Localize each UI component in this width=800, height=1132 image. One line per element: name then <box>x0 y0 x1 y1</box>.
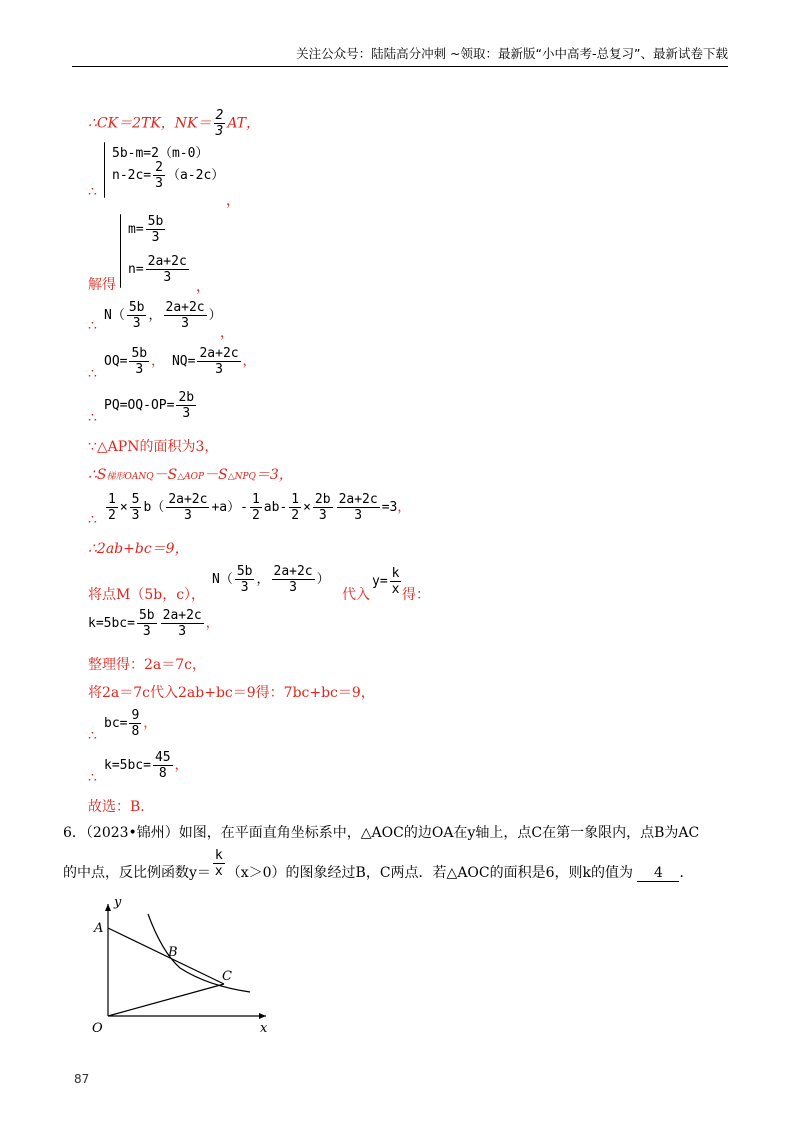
therefore-symbol: ∴ <box>88 728 97 744</box>
fraction: $\frac{2}{3}$ <box>215 108 224 139</box>
therefore-symbol: ∴ <box>88 184 97 200</box>
label-b: B <box>168 945 178 960</box>
k-expression: k=5bc= $\frac{5b}{3}$ $\frac{2a+2c}{3}$ ， <box>88 608 219 639</box>
solution-line-ck: ∴CK＝2TK，NK＝ $\frac{2}{3}$ AT， <box>88 108 261 139</box>
answer-blank: 4 <box>637 865 679 882</box>
equation-2: n-2c= $\frac{2}{3}$ （a-2c） <box>112 160 225 191</box>
question-6-line-1: 6．（2023•锦州）如图，在平面直角坐标系中，△AOC的边OA在y轴上，点C在第一象限内，点B为AC <box>63 825 700 841</box>
label-y: y <box>114 895 122 910</box>
solution-m: m= $\frac{5b}{3}$ <box>128 214 164 245</box>
result-2ab-bc: ∴2ab+bc＝9， <box>88 541 189 557</box>
fraction: $\frac{5b}{3}$ <box>131 346 148 377</box>
label-x: x <box>260 1021 268 1036</box>
solution-n: n= $\frac{2a+2c}{3}$ <box>128 254 187 285</box>
comma: ， <box>196 279 210 295</box>
substitute-line: 将2a＝7c代入2ab+bc＝9得：7bc+bc＝9， <box>88 685 375 701</box>
comma: ， <box>226 193 240 209</box>
expanded-equation: $\frac{1}{2}$ × $\frac{5}{3}$ b（ $\frac{2a+2c}{3}$ +a）- $\frac{1}{2}$ ab- $\frac{1}{2}$ × $\frac{2b}{3}$ $\frac{2a+2c}{3}$ =3， <box>108 492 411 523</box>
label-c: C <box>222 969 232 984</box>
hyperbola-curve <box>148 914 250 992</box>
fraction: $\frac{2a+2c}{3}$ <box>199 346 239 377</box>
page-header: 关注公众号：陆陆高分冲刺 ~领取：最新版“小中高考-总复习”、最新试卷下载 <box>72 44 728 67</box>
therefore-symbol: ∴ <box>88 512 97 528</box>
fraction: $\frac{2}{3}$ <box>155 160 163 191</box>
fraction: $\frac{5b}{3}$ <box>147 214 164 245</box>
therefore-symbol: ∴ <box>88 770 97 786</box>
segment-oc <box>108 984 224 1016</box>
pq-line: PQ=OQ-OP= $\frac{2b}{3}$ <box>104 390 195 421</box>
therefore-symbol: ∴ <box>88 366 97 382</box>
x-axis-arrow <box>259 1013 266 1019</box>
simplify-line: 整理得：2a＝7c， <box>88 657 207 673</box>
area-equation: ∴S梯形OANQ－S△AOP－S△NPQ＝3， <box>88 467 293 483</box>
therefore-symbol: ∴ <box>88 410 97 426</box>
label-o: O <box>92 1021 103 1036</box>
condition-line: ∵△APN的面积为3， <box>88 439 219 455</box>
daiyi-label: 代入 <box>342 587 370 603</box>
comma: ， <box>220 325 234 341</box>
equation-1: 5b-m=2（m-0） <box>112 146 209 161</box>
fraction: $\frac{2b}{3}$ <box>178 390 195 421</box>
oq-nq-line: OQ= $\frac{5b}{3}$ ， NQ= $\frac{2a+2c}{3}$ ， <box>104 346 256 377</box>
k-value: k=5bc= $\frac{45}{8}$ ， <box>104 750 188 781</box>
fraction: $\frac{2a+2c}{3}$ <box>165 300 205 331</box>
substitute-m: 将点M（5b，c）， <box>88 587 206 603</box>
coordinate-figure <box>88 892 288 1042</box>
jiede-label: 解得 <box>88 277 116 293</box>
question-6-line-2: 的中点，反比例函数y＝ $\frac{k}{x}$ （x＞0）的图象经过B，C两点．若△AOC的面积是6，则k的值为 4 ． <box>63 847 694 881</box>
fraction: $\frac{5b}{3}$ <box>128 300 145 331</box>
label-a: A <box>94 921 104 936</box>
segment-ac <box>108 928 224 984</box>
fraction: $\frac{2a+2c}{3}$ <box>147 254 187 285</box>
function-y: y= $\frac{k}{x}$ <box>372 566 400 597</box>
point-n: N（ $\frac{5b}{3}$ ， $\frac{2a+2c}{3}$ ） <box>104 300 222 331</box>
answer-choice: 故选：B. <box>88 799 145 815</box>
point-n-2: N（ $\frac{5b}{3}$ ， $\frac{2a+2c}{3}$ ） <box>212 564 330 595</box>
left-brace <box>120 214 121 288</box>
left-brace <box>104 142 105 198</box>
therefore-symbol: ∴ <box>88 318 97 334</box>
bc-value: bc= $\frac{9}{8}$ ， <box>104 708 157 739</box>
de-label: 得： <box>402 587 430 603</box>
y-axis-arrow <box>105 904 111 911</box>
page-number: 87 <box>74 1072 90 1086</box>
